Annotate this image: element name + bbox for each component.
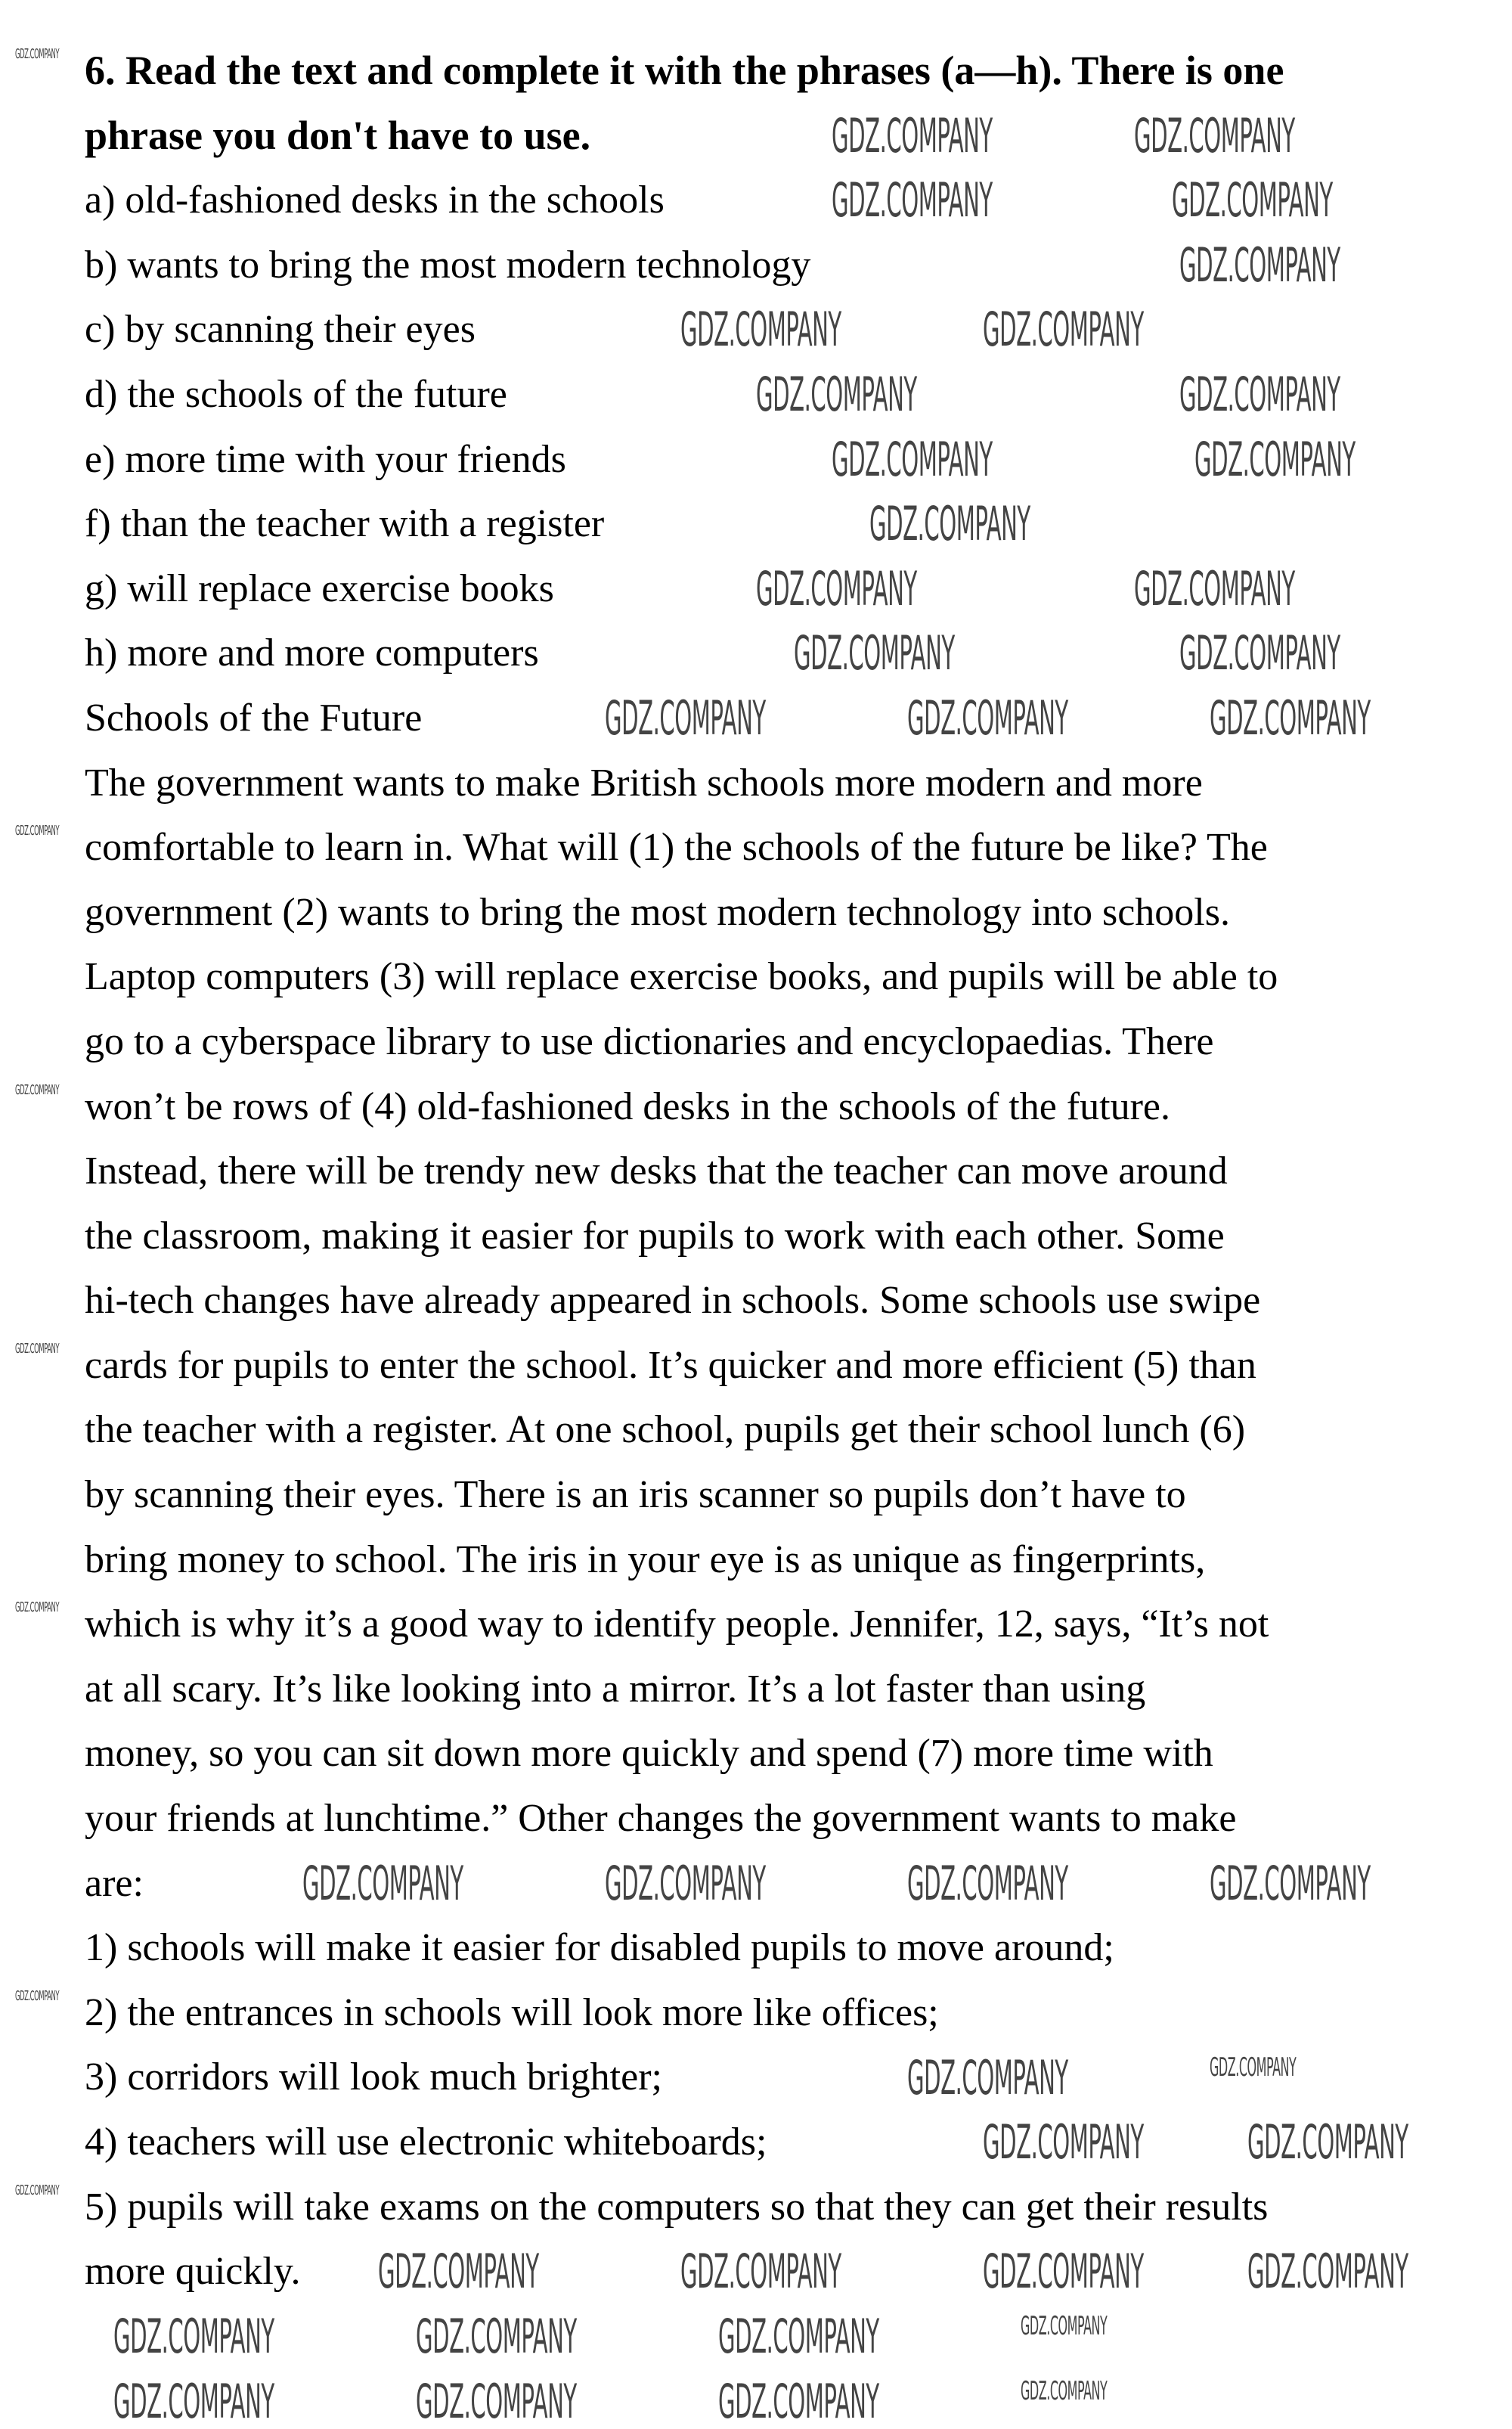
watermark-text: GDZ.COMPANY — [15, 1988, 60, 2004]
task-heading: phrase you don't have to use. — [85, 112, 591, 158]
watermark-text: GDZ.COMPANY — [1210, 690, 1371, 746]
watermark-text: GDZ.COMPANY — [1179, 237, 1340, 293]
watermark-text: GDZ.COMPANY — [1210, 2052, 1297, 2083]
watermark-text: GDZ.COMPANY — [718, 2309, 879, 2364]
list-item: 1) schools will make it easier for disabled pupils to move around; — [85, 1926, 1114, 1970]
passage-line: go to a cyberspace library to use dictionaries and encyclopaedias. There — [85, 1019, 1214, 1063]
watermark-text: GDZ.COMPANY — [1134, 107, 1295, 163]
passage-line: Instead, there will be trendy new desks that the teacher can move around — [85, 1149, 1228, 1193]
phrase-option: g) will replace exercise books — [85, 566, 554, 610]
passage-line: by scanning their eyes. There is an iris scanner so pupils don’t have to — [85, 1473, 1186, 1517]
passage-line: The government wants to make British schools more modern and more — [85, 761, 1203, 805]
phrase-option: d) the schools of the future — [85, 372, 507, 416]
watermark-text: GDZ.COMPANY — [1194, 431, 1356, 487]
list-item: 5) pupils will take exams on the computers so that they can get their results — [85, 2185, 1269, 2229]
watermark-text: GDZ.COMPANY — [605, 1855, 766, 1911]
passage-line: Laptop computers (3) will replace exercise books, and pupils will be able to — [85, 955, 1278, 999]
watermark-text: GDZ.COMPANY — [907, 2049, 1068, 2105]
watermark-text: GDZ.COMPANY — [1210, 1855, 1371, 1911]
watermark-text: GDZ.COMPANY — [15, 823, 60, 839]
list-item: more quickly. — [85, 2250, 301, 2294]
watermark-text: GDZ.COMPANY — [15, 2182, 60, 2198]
watermark-text: GDZ.COMPANY — [378, 2244, 539, 2300]
passage-line: government (2) wants to bring the most modern technology into schools. — [85, 890, 1230, 934]
watermark-text: GDZ.COMPANY — [416, 2309, 577, 2364]
watermark-text: GDZ.COMPANY — [832, 107, 993, 163]
list-item: 2) the entrances in schools will look more like offices; — [85, 1990, 939, 2034]
list-item: 4) teachers will use electronic whiteboards; — [85, 2120, 767, 2164]
watermark-text: GDZ.COMPANY — [756, 560, 917, 616]
watermark-text: GDZ.COMPANY — [15, 46, 60, 62]
passage-line: your friends at lunchtime.” Other changes the government wants to make — [85, 1797, 1237, 1841]
passage-line: bring money to school. The iris in your eye is as unique as fingerprints, — [85, 1537, 1206, 1581]
watermark-text: GDZ.COMPANY — [680, 302, 841, 358]
watermark-text: GDZ.COMPANY — [832, 172, 993, 228]
passage-line: cards for pupils to enter the school. It’s quicker and more efficient (5) than — [85, 1343, 1256, 1387]
watermark-text: GDZ.COMPANY — [983, 2244, 1144, 2300]
watermark-text: GDZ.COMPANY — [680, 2244, 841, 2300]
watermark-text: GDZ.COMPANY — [1247, 2244, 1408, 2300]
phrase-option: f) than the teacher with a register — [85, 502, 605, 546]
watermark-text: GDZ.COMPANY — [907, 690, 1068, 746]
watermark-text: GDZ.COMPANY — [756, 367, 917, 422]
passage-line: which is why it’s a good way to identify people. Jennifer, 12, says, “It’s not — [85, 1602, 1269, 1646]
watermark-text: GDZ.COMPANY — [1172, 172, 1333, 228]
passage-line: money, so you can sit down more quickly and spend (7) more time with — [85, 1732, 1213, 1776]
watermark-text: GDZ.COMPANY — [1179, 625, 1340, 681]
passage-line: the classroom, making it easier for pupils to work with each other. Some — [85, 1214, 1225, 1258]
watermark-text: GDZ.COMPANY — [1021, 2375, 1108, 2406]
watermark-text: GDZ.COMPANY — [605, 690, 766, 746]
watermark-text: GDZ.COMPANY — [416, 2373, 577, 2429]
watermark-text: GDZ.COMPANY — [1179, 367, 1340, 422]
passage-line: comfortable to learn in. What will (1) the schools of the future be like? The — [85, 826, 1268, 870]
phrase-option: a) old-fashioned desks in the schools — [85, 178, 665, 222]
passage-line: the teacher with a register. At one school, pupils get their school lunch (6) — [85, 1408, 1246, 1452]
watermark-text: GDZ.COMPANY — [113, 2309, 274, 2364]
watermark-text: GDZ.COMPANY — [794, 625, 955, 681]
phrase-option: b) wants to bring the most modern technology — [85, 243, 811, 287]
watermark-text: GDZ.COMPANY — [15, 1081, 60, 1098]
watermark-text: GDZ.COMPANY — [15, 1341, 60, 1357]
list-item: 3) corridors will look much brighter; — [85, 2055, 662, 2099]
watermark-text: GDZ.COMPANY — [113, 2373, 274, 2429]
watermark-text: GDZ.COMPANY — [1247, 2114, 1408, 2170]
phrase-option: e) more time with your friends — [85, 437, 566, 481]
task-heading: 6. Read the text and complete it with the phrases (a—h). There is one — [85, 48, 1284, 93]
watermark-text: GDZ.COMPANY — [869, 496, 1030, 552]
watermark-text: GDZ.COMPANY — [1134, 560, 1295, 616]
watermark-text: GDZ.COMPANY — [907, 1855, 1068, 1911]
passage-line: at all scary. It’s like looking into a mirror. It’s a lot faster than using — [85, 1667, 1146, 1711]
watermark-text: GDZ.COMPANY — [983, 302, 1144, 358]
watermark-text: GDZ.COMPANY — [302, 1855, 463, 1911]
passage-line: hi-tech changes have already appeared in schools. Some schools use swipe — [85, 1279, 1261, 1323]
watermark-text: GDZ.COMPANY — [983, 2114, 1144, 2170]
watermark-text: GDZ.COMPANY — [718, 2373, 879, 2429]
watermark-text: GDZ.COMPANY — [832, 431, 993, 487]
passage-title: Schools of the Future — [85, 696, 423, 740]
passage-line: won’t be rows of (4) old-fashioned desks in the schools of the future. — [85, 1084, 1170, 1128]
passage-line: are: — [85, 1861, 144, 1905]
phrase-option: c) by scanning their eyes — [85, 308, 476, 352]
watermark-text: GDZ.COMPANY — [1021, 2311, 1108, 2341]
phrase-option: h) more and more computers — [85, 631, 539, 675]
watermark-text: GDZ.COMPANY — [15, 1599, 60, 1616]
